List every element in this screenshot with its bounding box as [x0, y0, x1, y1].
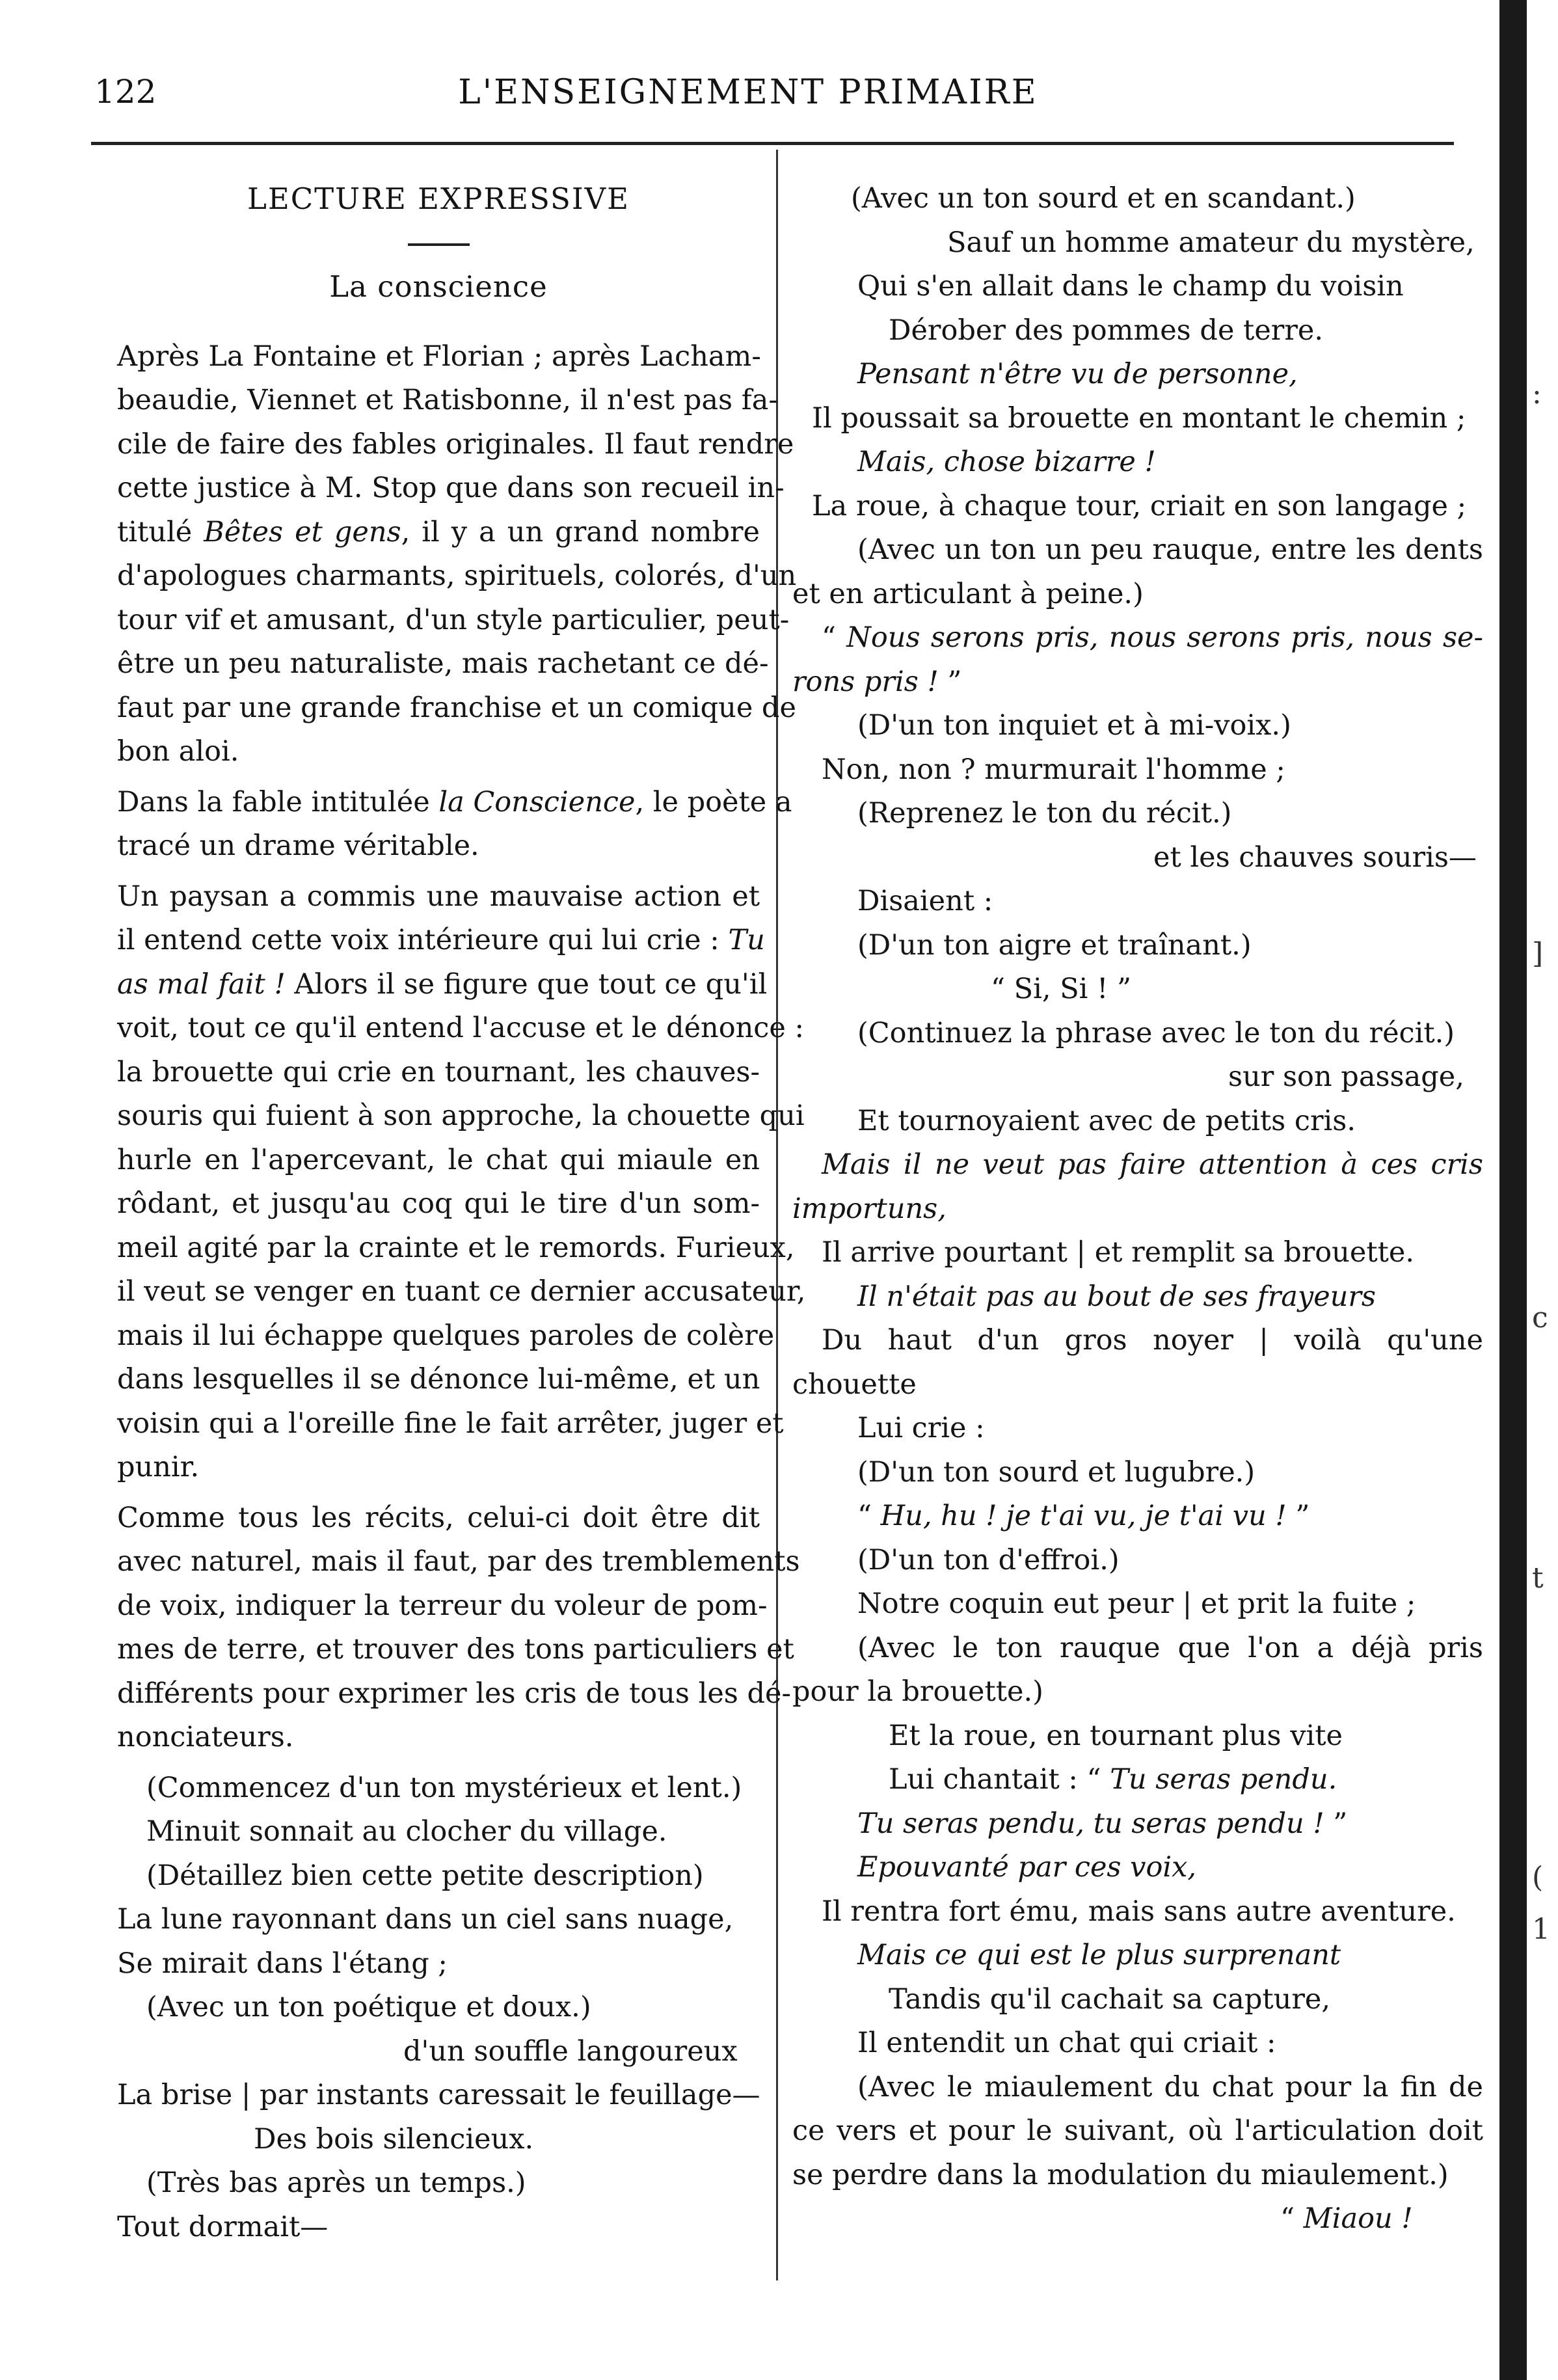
right-line: Tu seras pendu, tu seras pendu ! ” — [857, 1807, 1348, 1840]
right-line: Sauf un homme amateur du mystère, — [947, 226, 1475, 259]
right-line: Il entendit un chat qui criait : — [857, 2027, 1276, 2059]
right-line: Mais il ne veut pas faire attention à ces cris — [822, 1148, 1483, 1181]
right-line: Il rentra fort ému, mais sans autre aventure. — [822, 1895, 1456, 1928]
left-line: mais il lui échappe quelques paroles de colère — [117, 1319, 775, 1352]
right-line: Il arrive pourtant | et remplit sa brouette. — [822, 1236, 1414, 1269]
edge-mark: : — [1532, 377, 1542, 411]
right-line: Lui crie : — [857, 1412, 985, 1444]
left-line: LECTURE EXPRESSIVE — [247, 182, 630, 216]
left-line — [117, 309, 760, 335]
right-line: Il poussait sa brouette en montant le chemin ; — [812, 401, 1466, 435]
right-line: “ Nous serons pris, nous serons pris, nous se- — [822, 621, 1483, 654]
right-line: Dérober des pommes de terre. — [889, 314, 1324, 347]
right-line: (Avec un ton sourd et en scandant.) — [851, 182, 1356, 215]
right-line: Il n'était pas au bout de ses frayeurs — [857, 1280, 1376, 1313]
page-number: 122 — [94, 73, 157, 111]
right-line: Disaient : — [857, 885, 993, 917]
left-line: Se mirait dans l'étang ; — [117, 1947, 448, 1980]
left-line: titulé Bêtes et gens, il y a un grand nombre — [117, 515, 760, 548]
right-line: Et la roue, en tournant plus vite — [889, 1719, 1343, 1752]
left-line: punir. — [117, 1451, 200, 1483]
right-line: se perdre dans la modulation du miaulement.) — [792, 2158, 1449, 2191]
right-line: et les chauves souris— — [1153, 841, 1477, 874]
right-line: Non, non ? murmurait l'homme ; — [822, 753, 1285, 786]
left-line: de voix, indiquer la terreur du voleur de pom- — [117, 1589, 768, 1622]
left-line: faut par une grande franchise et un comique de — [117, 691, 796, 724]
right-line: (Avec un ton un peu rauque, entre les dents — [857, 534, 1483, 566]
right-line: Qui s'en allait dans le champ du voisin — [857, 270, 1404, 303]
right-line: ce vers et pour le suivant, où l'articulation doit — [792, 2115, 1483, 2147]
right-line: La roue, à chaque tour, criait en son langage ; — [812, 489, 1467, 522]
right-line: sur son passage, — [1228, 1061, 1464, 1093]
page-edge-shadow — [1499, 0, 1527, 2380]
left-column — [117, 177, 806, 2249]
left-line: La lune rayonnant dans un ciel sans nuage, — [117, 1903, 734, 1936]
right-column — [792, 177, 1483, 2241]
right-line: (D'un ton d'effroi.) — [857, 1543, 1120, 1576]
left-line: différents pour exprimer les cris de tous les dé- — [117, 1677, 792, 1710]
right-line: Notre coquin eut peur | et prit la fuite ; — [857, 1588, 1416, 1620]
left-line: cette justice à M. Stop que dans son recueil in- — [117, 472, 785, 504]
edge-mark: ] — [1532, 937, 1544, 970]
edge-mark: t — [1532, 1562, 1544, 1595]
right-line: rons pris ! ” — [792, 665, 962, 698]
right-line: (Continuez la phrase avec le ton du récit.) — [857, 1016, 1455, 1049]
right-line: Tandis qu'il cachait sa capture, — [889, 1982, 1330, 2016]
left-line: la brouette qui crie en tournant, les chauves- — [117, 1055, 760, 1089]
left-line: dans lesquelles il se dénonce lui-même, et un — [117, 1363, 760, 1396]
left-line: beaudie, Viennet et Ratisbonne, il n'est pas fa- — [117, 384, 778, 416]
left-line: Après La Fontaine et Florian ; après Lacham- — [117, 340, 761, 373]
left-line: bon aloi. — [117, 735, 239, 768]
right-line: (Avec le miaulement du chat pour la fin de — [857, 2070, 1483, 2103]
left-line: tour vif et amusant, d'un style particulier, peut- — [117, 603, 790, 636]
right-line: Pensant n'être vu de personne, — [857, 358, 1298, 390]
left-line: La brise | par instants caressait le feuillage— — [117, 2079, 760, 2111]
left-line: hurle en l'apercevant, le chat qui miaule en — [117, 1143, 760, 1176]
left-line: meil agité par la crainte et le remords. Furieux, — [117, 1231, 795, 1264]
right-line: et en articulant à peine.) — [792, 577, 1144, 610]
left-line: être un peu naturaliste, mais rachetant ce dé- — [117, 647, 769, 680]
left-line: nonciateurs. — [117, 1721, 294, 1753]
right-line: “ Hu, hu ! je t'ai vu, je t'ai vu ! ” — [857, 1500, 1310, 1532]
left-line: voisin qui a l'oreille fine le fait arrêter, juger et — [117, 1407, 784, 1440]
running-head: L'ENSEIGNEMENT PRIMAIRE — [458, 73, 1038, 112]
edge-mark: c — [1532, 1301, 1548, 1334]
left-line: d'apologues charmants, spirituels, colorés, d'un — [117, 560, 797, 592]
right-line: Du haut d'un gros noyer | voilà qu'une — [822, 1324, 1483, 1357]
right-line: Mais ce qui est le plus surprenant — [857, 1939, 1341, 1971]
left-line: (Détaillez bien cette petite description) — [146, 1859, 704, 1892]
right-line: pour la brouette.) — [792, 1675, 1043, 1708]
column-divider — [776, 150, 778, 2280]
right-line: (D'un ton sourd et lugubre.) — [857, 1455, 1256, 1489]
left-line: d'un souffle langoureux — [403, 2035, 738, 2068]
left-line: Tout dormait— — [117, 2210, 329, 2243]
left-line: Minuit sonnait au clocher du village. — [146, 1815, 667, 1848]
right-line: Epouvanté par ces voix, — [857, 1851, 1197, 1884]
left-line: il veut se venger en tuant ce dernier accusateur, — [117, 1275, 806, 1308]
left-line: rôdant, et jusqu'au coq qui le tire d'un som- — [117, 1187, 760, 1220]
right-line: Lui chantait : “ Tu seras pendu. — [889, 1763, 1337, 1796]
right-line: Mais, chose bizarre ! — [857, 446, 1156, 478]
right-line: Et tournoyaient avec de petits cris. — [857, 1104, 1356, 1137]
right-line: (Avec le ton rauque que l'on a déjà pris — [857, 1631, 1483, 1664]
left-line: il entend cette voix intérieure qui lui crie : Tu — [117, 924, 765, 956]
left-line: Des bois silencieux. — [254, 2122, 534, 2156]
header-rule — [91, 142, 1454, 145]
right-line: importuns, — [792, 1192, 947, 1225]
left-line: Dans la fable intitulée la Conscience, le poète a — [117, 785, 792, 818]
left-line: souris qui fuient à son approche, la chouette qui — [117, 1100, 805, 1132]
left-line: tracé un drame véritable. — [117, 830, 479, 862]
right-line: chouette — [792, 1368, 917, 1401]
page-header — [0, 73, 1496, 125]
right-line: (D'un ton inquiet et à mi-voix.) — [857, 709, 1291, 742]
left-line — [117, 221, 760, 265]
left-line: (Avec un ton poétique et doux.) — [146, 1991, 591, 2023]
left-line: (Commencez d'un ton mystérieux et lent.) — [146, 1771, 742, 1804]
left-line: as mal fait ! Alors il se figure que tout ce qu'il — [117, 967, 768, 1001]
title-dash — [408, 243, 470, 246]
left-line: La conscience — [329, 269, 548, 304]
edge-mark: ( — [1532, 1861, 1544, 1894]
left-line: mes de terre, et trouver des tons particuliers et — [117, 1633, 794, 1666]
right-line: “ Si, Si ! ” — [991, 973, 1132, 1005]
left-line: cile de faire des fables originales. Il faut rendre — [117, 427, 794, 461]
edge-mark: 1 — [1532, 1913, 1550, 1946]
right-line: “ Miaou ! — [1280, 2202, 1413, 2235]
left-line: voit, tout ce qu'il entend l'accuse et le dénonce : — [117, 1012, 804, 1044]
right-line: (Reprenez le ton du récit.) — [857, 797, 1232, 830]
left-line: Comme tous les récits, celui-ci doit être dit — [117, 1501, 760, 1534]
left-line: (Très bas après un temps.) — [146, 2167, 526, 2199]
left-line: Un paysan a commis une mauvaise action et — [117, 880, 760, 913]
right-line: (D'un ton aigre et traînant.) — [857, 928, 1252, 962]
left-line: avec naturel, mais il faut, par des tremblements — [117, 1545, 800, 1578]
